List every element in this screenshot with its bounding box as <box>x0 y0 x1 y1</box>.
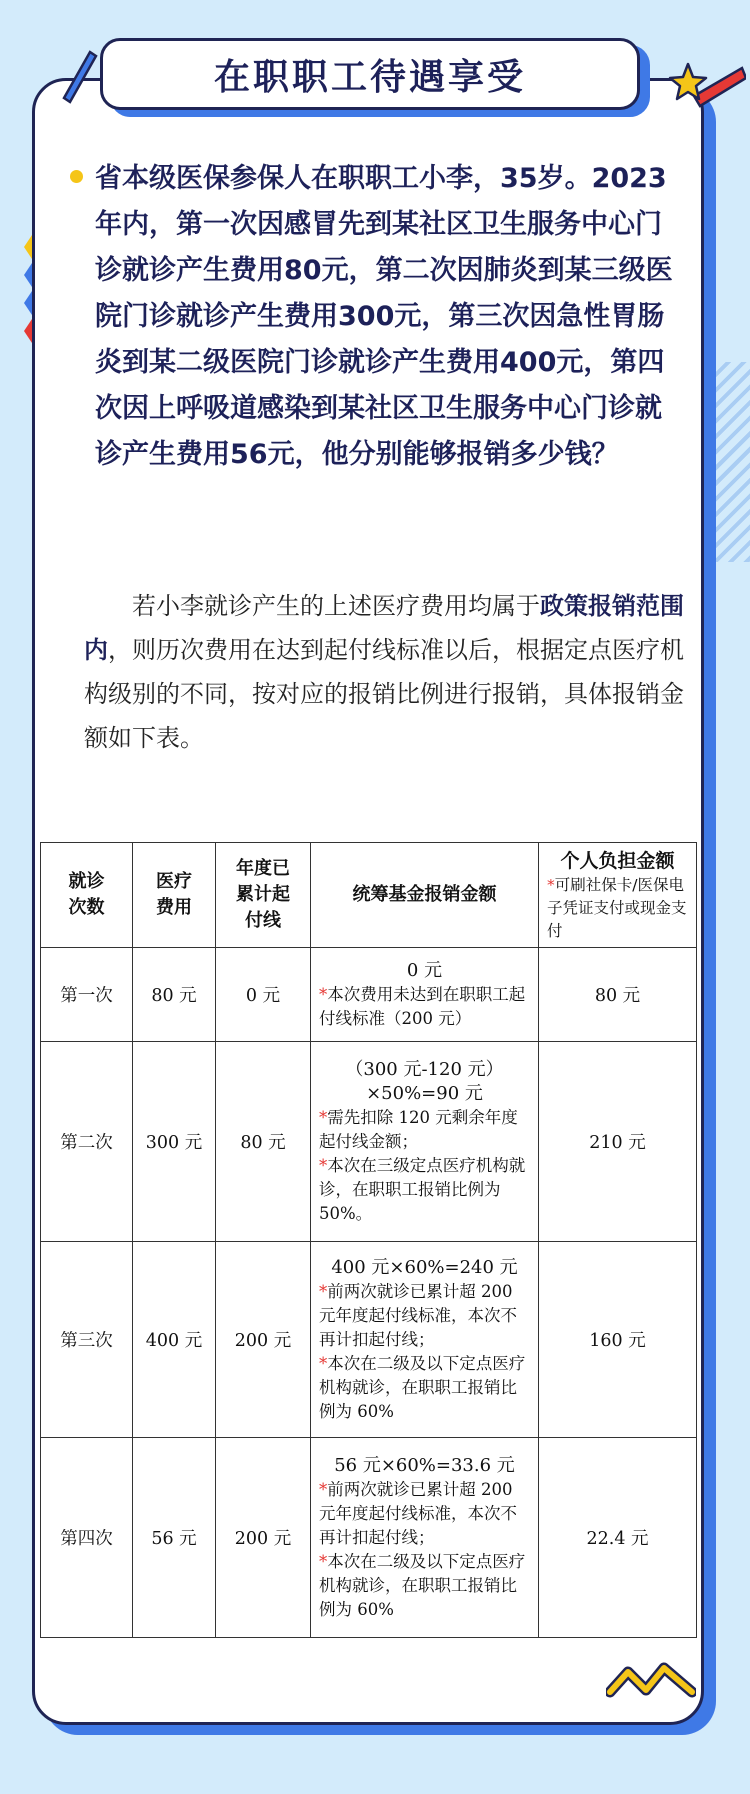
decorative-stripes <box>710 362 750 562</box>
table-row <box>41 1438 697 1638</box>
table-row <box>41 1042 697 1242</box>
fund-amount: 56 元×60%=33.6 元 <box>334 1454 515 1476</box>
cell-cost: 80 元 <box>133 948 216 1042</box>
cell-visit: 第四次 <box>41 1438 133 1638</box>
note-text: 本次在三级定点医疗机构就诊，在职职工报销比例为 50%。 <box>319 1155 526 1223</box>
cell-visit: 第一次 <box>41 948 133 1042</box>
fund-amount: （300 元-120 元）×50%=90 元 <box>345 1058 504 1104</box>
cell-fund <box>311 948 539 1042</box>
cell-visit: 第三次 <box>41 1242 133 1438</box>
bullet-icon <box>70 170 83 183</box>
cell-cost: 300 元 <box>133 1042 216 1242</box>
page-title: 在职职工待遇享受 <box>100 38 640 110</box>
fund-note <box>319 1478 530 1550</box>
header-visit: 就诊次数 <box>41 843 133 948</box>
note-asterisk: * <box>319 1479 328 1499</box>
brush-stroke-icon <box>60 48 100 106</box>
note-asterisk: * <box>319 984 328 1004</box>
cell-fund <box>311 1438 539 1638</box>
note-text: 本次在二级及以下定点医疗机构就诊，在职职工报销比例为 60% <box>319 1551 526 1619</box>
cell-threshold: 0 元 <box>216 948 311 1042</box>
cell-personal: 22.4 元 <box>539 1438 697 1638</box>
note-text: 本次费用未达到在职职工起付线标准（200 元） <box>319 984 526 1028</box>
note-asterisk: * <box>319 1353 328 1373</box>
cell-personal: 160 元 <box>539 1242 697 1438</box>
reimbursement-table <box>40 842 697 1638</box>
star-icon <box>664 58 746 118</box>
table-header-row <box>41 843 697 948</box>
fund-note <box>319 983 530 1031</box>
note-text: 本次在二级及以下定点医疗机构就诊，在职职工报销比例为 60% <box>319 1353 526 1421</box>
cell-fund <box>311 1042 539 1242</box>
question-text: 省本级医保参保人在职职工小李，35岁。2023年内，第一次因感冒先到某社区卫生服务中心门诊就诊产生费用80元，第二次因肺炎到某三级医院门诊就诊产生费用300元，第三次因急性胃肠炎到某二级医院门诊就诊产生费用400元，第四次因上呼吸道感染到某社区卫生服务中心门诊就诊产生费用56元，他分别能够报销多少钱？ <box>95 163 673 470</box>
cell-personal: 80 元 <box>539 948 697 1042</box>
note-asterisk: * <box>319 1281 328 1301</box>
fund-amount: 400 元×60%=240 元 <box>331 1256 518 1278</box>
zigzag-icon <box>606 1660 696 1700</box>
cell-visit: 第二次 <box>41 1042 133 1242</box>
fund-note <box>319 1352 530 1424</box>
fund-note <box>319 1550 530 1622</box>
table-row <box>41 1242 697 1438</box>
fund-note <box>319 1280 530 1352</box>
cell-cost: 56 元 <box>133 1438 216 1638</box>
cell-fund <box>311 1242 539 1438</box>
fund-amount: 0 元 <box>406 959 443 981</box>
header-fund: 统筹基金报销金额 <box>311 843 539 948</box>
cell-threshold: 200 元 <box>216 1438 311 1638</box>
note-text: 需先扣除 120 元剩余年度起付线金额； <box>319 1107 518 1151</box>
cell-cost: 400 元 <box>133 1242 216 1438</box>
header-personal: 个人负担金额 *可刷社保卡/医保电子凭证支付或现金支付 <box>539 843 697 948</box>
table-row <box>41 948 697 1042</box>
note-asterisk: * <box>319 1107 328 1127</box>
fund-note <box>319 1106 530 1154</box>
header-cost: 医疗费用 <box>133 843 216 948</box>
note-text: 前两次就诊已累计超 200 元年度起付线标准，本次不再计扣起付线； <box>319 1281 517 1349</box>
note-asterisk: * <box>319 1155 328 1175</box>
cell-threshold: 200 元 <box>216 1242 311 1438</box>
note-asterisk: * <box>319 1551 328 1571</box>
fund-note <box>319 1154 530 1226</box>
cell-threshold: 80 元 <box>216 1042 311 1242</box>
cell-personal: 210 元 <box>539 1042 697 1242</box>
answer-paragraph: 若小李就诊产生的上述医疗费用均属于政策报销范围内，则历次费用在达到起付线标准以后，根据定点医疗机构级别的不同，按对应的报销比例进行报销，具体报销金额如下表。 <box>84 592 684 752</box>
header-threshold: 年度已累计起付线 <box>216 843 311 948</box>
note-text: 前两次就诊已累计超 200 元年度起付线标准，本次不再计扣起付线； <box>319 1479 517 1547</box>
